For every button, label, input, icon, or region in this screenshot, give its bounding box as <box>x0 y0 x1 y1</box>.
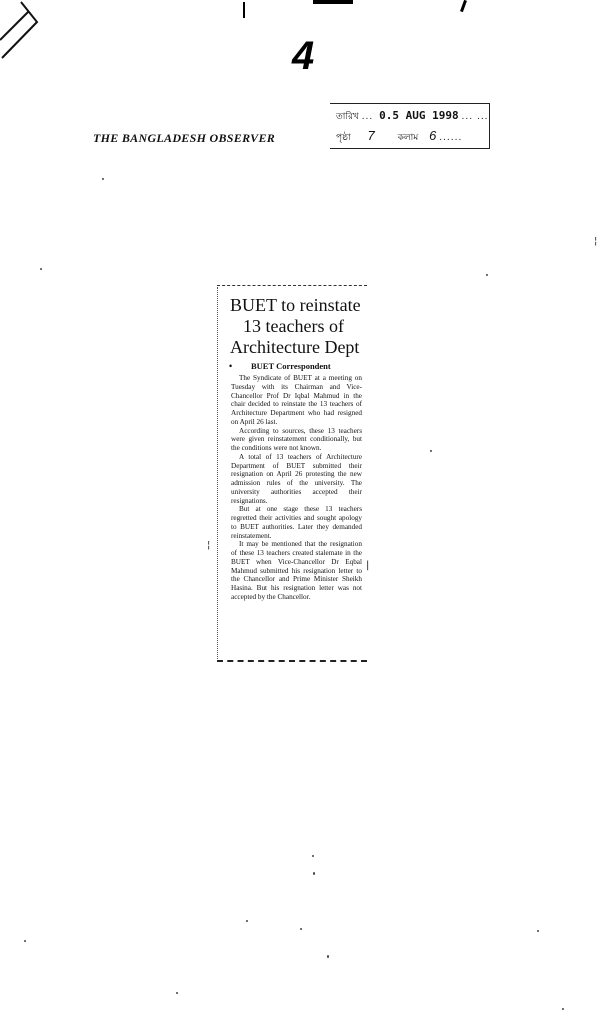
stamp-column-label: কলাম <box>397 133 419 143</box>
stamp-date-value: 0.5 AUG 1998 <box>379 109 459 122</box>
headline-line: BUET to reinstate <box>230 295 361 315</box>
archive-stamp <box>330 103 490 149</box>
stamp-date-row <box>336 109 489 124</box>
scan-edge-mark: ¦ <box>594 236 598 247</box>
article-byline: BUET Correspondent <box>251 361 331 371</box>
top-edge-mark <box>243 2 245 18</box>
article-body <box>231 374 362 602</box>
folded-corner-mark <box>0 0 40 60</box>
clipping-left-edge <box>217 287 218 659</box>
scan-speck <box>246 920 248 922</box>
scan-edge-mark: ¦ <box>207 540 211 551</box>
scan-speck <box>102 178 104 180</box>
newspaper-clipping <box>217 285 370 665</box>
stamp-page-value: 7 <box>367 128 375 143</box>
stamp-dots: ... <box>361 112 374 122</box>
headline-line: Architecture Dept <box>230 337 360 357</box>
clipping-bottom-edge <box>217 660 367 662</box>
article-paragraph: The Syndicate of BUET at a meeting on Tuesday with its Chairman and Vice-Chancellor Prof Dr Iqbal Mahmud in the chair decided to reinstate the 13 teachers of Architecture Department who had resigned on April 26 last. <box>231 374 362 426</box>
article-headline <box>230 295 365 358</box>
stamp-dots: ... ... <box>461 112 489 122</box>
headline-line: 13 teachers of <box>243 316 344 336</box>
scan-speck <box>176 992 178 994</box>
scan-speck <box>24 940 26 942</box>
stamp-column-value: 6 <box>429 128 437 143</box>
article-paragraph: But at one stage these 13 teachers regretted their activities and sought apology to BUET authorities. Later they demanded reinstatement. <box>231 505 362 540</box>
top-edge-mark <box>460 0 467 12</box>
stamp-page-label: পৃষ্ঠা <box>336 133 351 143</box>
publication-name: THE BANGLADESH OBSERVER <box>93 131 276 145</box>
byline-bullet: • <box>229 361 233 371</box>
scan-speck <box>562 1008 564 1010</box>
scan-speck <box>430 450 432 452</box>
handwritten-page-number: 4 <box>292 34 315 78</box>
article-paragraph: It may be mentioned that the resignation of these 13 teachers created stalemate in the BUET when Vice-Chancellor Dr Eqbal Mahmud submitted his resignation letter to the Chancellor and Prime Minister Sheikh Hasina. But his resignation letter was not accepted by the Chancellor. <box>231 540 362 601</box>
scan-speck <box>313 872 315 875</box>
stamp-page-column-row <box>336 128 462 145</box>
article-paragraph: According to sources, these 13 teachers were given reinstatement conditionally, but the conditions were not known. <box>231 426 362 452</box>
top-edge-mark <box>313 0 353 4</box>
stamp-dots: ...... <box>439 133 463 143</box>
scan-edge-mark: | <box>366 560 370 571</box>
article-paragraph: A total of 13 teachers of Architecture Department of BUET submitted their resignation on April 26 protesting the new admission rules of the university. The university authorities accepted their resignations. <box>231 452 362 505</box>
scan-speck <box>327 955 329 958</box>
scan-speck <box>300 928 302 930</box>
clipping-top-edge <box>217 285 367 286</box>
stamp-date-label: তারিখ <box>336 112 359 122</box>
scan-speck <box>537 930 539 932</box>
scan-speck <box>312 855 314 857</box>
scan-speck <box>40 268 42 270</box>
scan-speck <box>486 274 488 276</box>
